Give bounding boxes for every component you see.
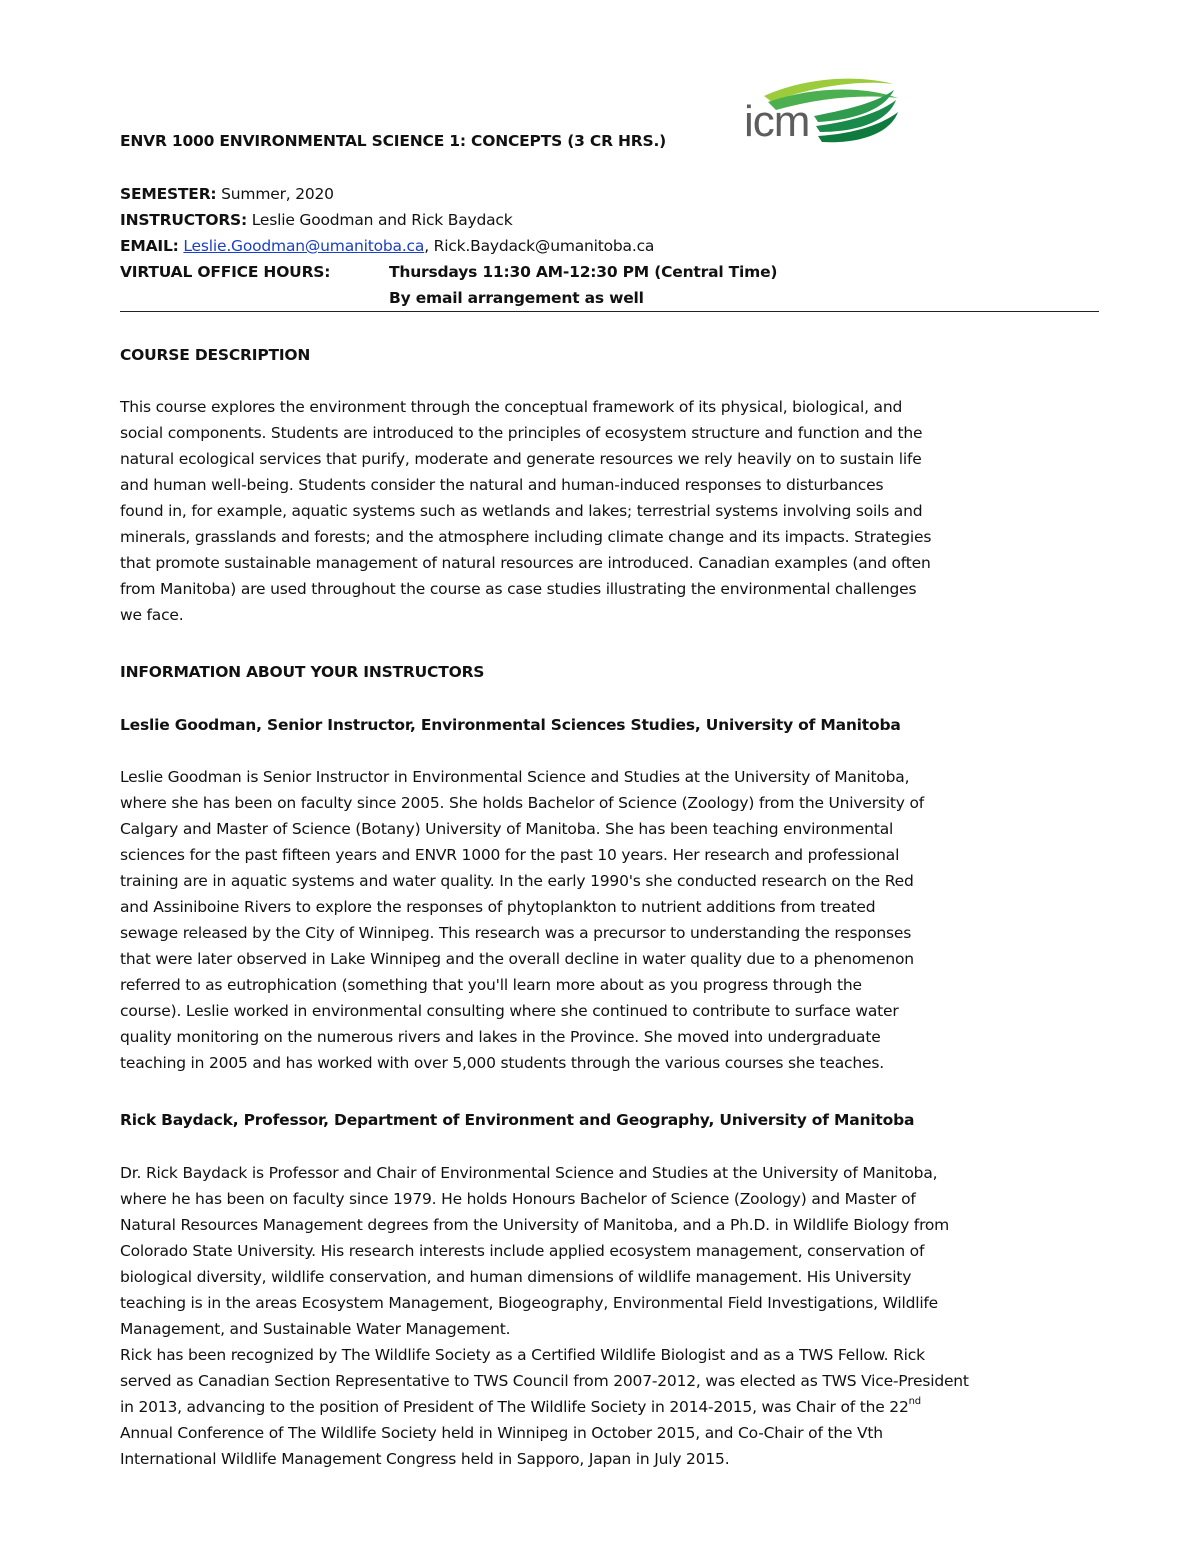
baydack-heading: Rick Baydack, Professor, Department of Environment and Geography, University of Manitoba [120,1111,915,1129]
paragraph-line: biological diversity, wildlife conservation, and human dimensions of wildlife management. His University [120,1268,912,1286]
paragraph-line: Leslie Goodman is Senior Instructor in Environmental Science and Studies at the University of Manitoba, [120,768,910,786]
paragraph-line: from Manitoba) are used throughout the course as case studies illustrating the environmental challenges [120,580,917,598]
paragraph-line: found in, for example, aquatic systems such as wetlands and lakes; terrestrial systems involving soils and [120,502,923,520]
paragraph-line: Rick has been recognized by The Wildlife Society as a Certified Wildlife Biologist and as a TWS Fellow. Rick [120,1346,925,1364]
paragraph-line: that promote sustainable management of natural resources are introduced. Canadian examples (and often [120,554,931,572]
paragraph-line: where she has been on faculty since 2005. She holds Bachelor of Science (Zoology) from the University of [120,794,924,812]
paragraph-line: course). Leslie worked in environmental consulting where she continued to contribute to surface water [120,1002,899,1020]
office-hours-value: Thursdays 11:30 AM-12:30 PM (Central Time) [389,263,778,281]
paragraph-line: Calgary and Master of Science (Botany) University of Manitoba. She has been teaching environmental [120,820,894,838]
semester-label: SEMESTER: [120,185,217,203]
paragraph-line: training are in aquatic systems and water quality. In the early 1990's she conducted research on the Red [120,872,914,890]
paragraph-line: served as Canadian Section Representative to TWS Council from 2007-2012, was elected as TWS Vice-President [120,1372,969,1390]
paragraph-line-with-sup [120,1394,969,1420]
ordinal-suffix: nd [908,1396,921,1407]
email-row [120,233,654,259]
email-baydack: Rick.Baydack@umanitoba.ca [433,237,655,255]
paragraph-line: Annual Conference of The Wildlife Society held in Winnipeg in October 2015, and Co-Chair of the Vth [120,1424,883,1442]
paragraph-line: we face. [120,606,184,624]
paragraph-line: This course explores the environment through the conceptual framework of its physical, biological, and [120,398,903,416]
goodman-bio [120,764,924,1076]
email-label: EMAIL: [120,237,179,255]
paragraph-line: sciences for the past fifteen years and ENVR 1000 for the past 10 years. Her research and professional [120,846,900,864]
paragraph-line: sewage released by the City of Winnipeg. This research was a precursor to understanding the responses [120,924,912,942]
paragraph-line: Management, and Sustainable Water Management. [120,1320,511,1338]
semester-row [120,181,334,207]
logo-wordmark: icm [744,97,810,146]
paragraph-line: natural ecological services that purify, moderate and generate resources we rely heavily on to sustain life [120,450,922,468]
paragraph-line: quality monitoring on the numerous rivers and lakes in the Province. She moved into undergraduate [120,1028,881,1046]
paragraph-line: and Assiniboine Rivers to explore the responses of phytoplankton to nutrient additions from treated [120,898,876,916]
paragraph-line: and human well-being. Students consider the natural and human-induced responses to disturbances [120,476,884,494]
header-divider [120,311,1099,312]
paragraph-line: in 2013, advancing to the position of President of The Wildlife Society in 2014-2015, was Chair of the 22 [120,1398,909,1416]
paragraph-line: Natural Resources Management degrees from the University of Manitoba, and a Ph.D. in Wildlife Biology from [120,1216,950,1234]
baydack-bio [120,1160,969,1472]
icm-logo [744,76,904,150]
paragraph-line: that were later observed in Lake Winnipeg and the overall decline in water quality due to a phenomenon [120,950,914,968]
paragraph-line: referred to as eutrophication (something that you'll learn more about as you progress through the [120,976,862,994]
instructors-label: INSTRUCTORS: [120,211,248,229]
paragraph-line: where he has been on faculty since 1979. He holds Honours Bachelor of Science (Zoology) and Master of [120,1190,916,1208]
course-description-body [120,394,931,628]
semester-value: Summer, 2020 [221,185,334,203]
paragraph-line: Dr. Rick Baydack is Professor and Chair of Environmental Science and Studies at the University of Manitoba, [120,1164,938,1182]
paragraph-line: teaching in 2005 and has worked with over 5,000 students through the various courses she teaches. [120,1054,884,1072]
paragraph-line: minerals, grasslands and forests; and the atmosphere including climate change and its impacts. Strategies [120,528,932,546]
office-hours-label: VIRTUAL OFFICE HOURS: [120,263,331,281]
course-title: ENVR 1000 ENVIRONMENTAL SCIENCE 1: CONCEPTS (3 CR HRS.) [120,132,667,150]
email-link-goodman[interactable]: Leslie.Goodman@umanitoba.ca [183,237,425,255]
goodman-heading: Leslie Goodman, Senior Instructor, Environmental Sciences Studies, University of Manitoba [120,716,901,734]
instructors-row [120,207,513,233]
course-description-heading: COURSE DESCRIPTION [120,346,311,364]
instructors-heading: INFORMATION ABOUT YOUR INSTRUCTORS [120,663,485,681]
paragraph-line: social components. Students are introduced to the principles of ecosystem structure and function and the [120,424,923,442]
email-separator: , [424,237,434,255]
paragraph-line: teaching is in the areas Ecosystem Management, Biogeography, Environmental Field Investigations, Wildlife [120,1294,939,1312]
paragraph-line: Colorado State University. His research interests include applied ecosystem management, conservation of [120,1242,925,1260]
paragraph-line: International Wildlife Management Congress held in Sapporo, Japan in July 2015. [120,1450,730,1468]
instructors-value: Leslie Goodman and Rick Baydack [251,211,513,229]
office-hours-note: By email arrangement as well [389,289,644,307]
